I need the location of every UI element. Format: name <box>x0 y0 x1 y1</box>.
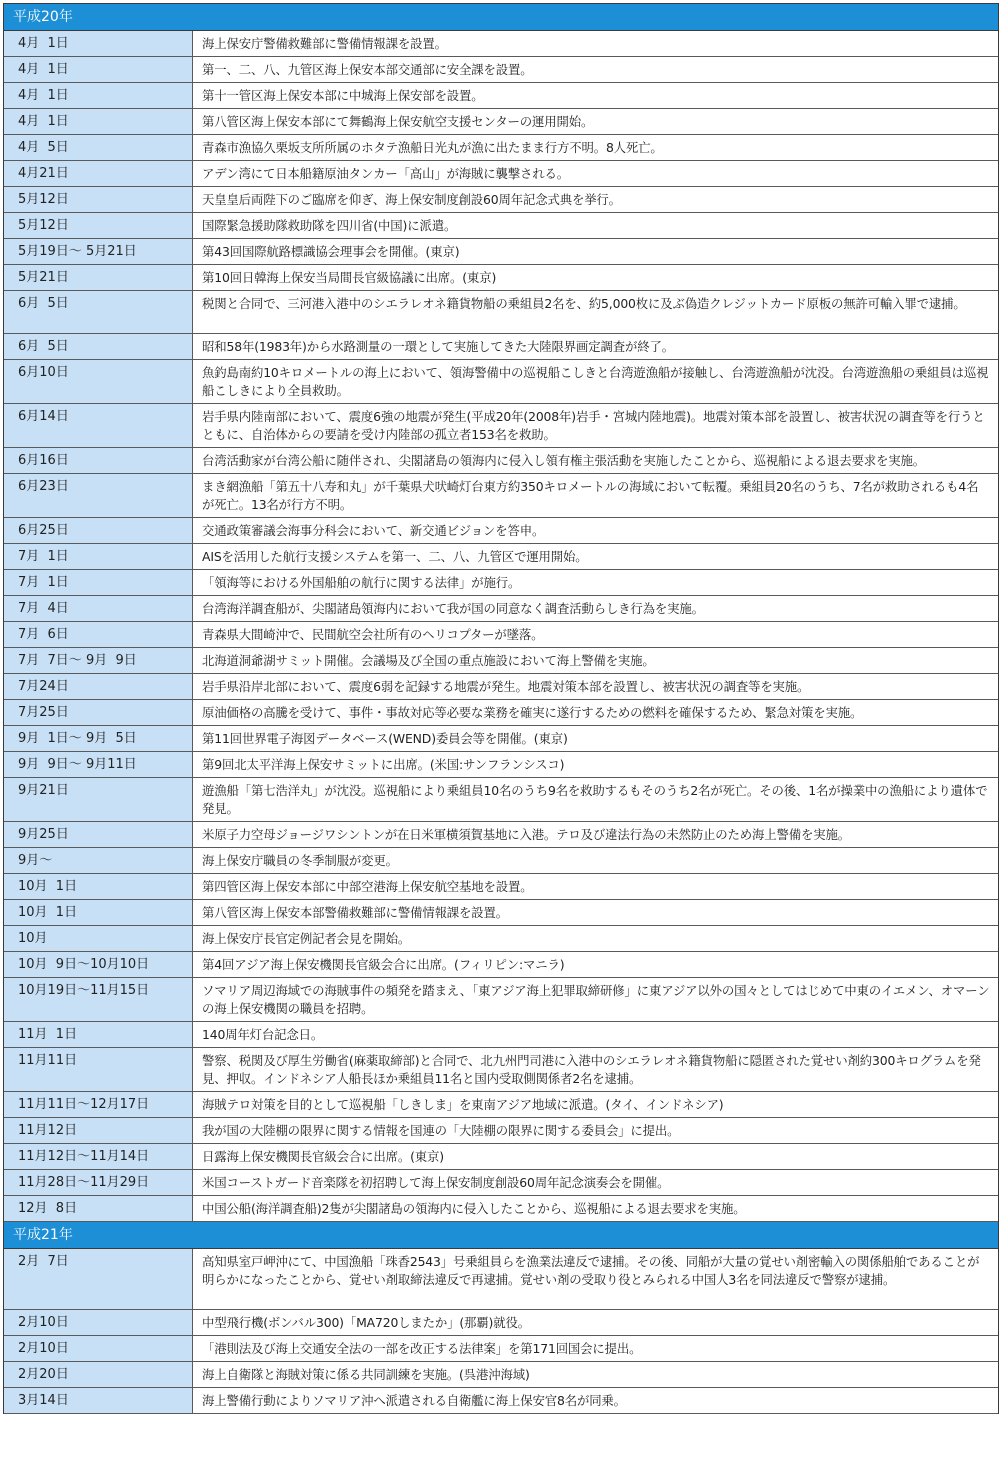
table-row <box>4 874 998 900</box>
date-cell: 4月 5日 <box>4 135 193 160</box>
date-cell: 6月 5日 <box>4 334 193 359</box>
date-cell: 5月12日 <box>4 213 193 238</box>
year-header: 平成21年 <box>4 1222 998 1249</box>
date-cell: 4月 1日 <box>4 109 193 134</box>
event-cell: AISを活用した航行支援システムを第一、二、八、九管区で運用開始。 <box>193 544 998 569</box>
date-cell: 3月14日 <box>4 1388 193 1413</box>
table-row <box>4 1170 998 1196</box>
date-cell: 11月12日 <box>4 1118 193 1143</box>
date-cell: 2月 7日 <box>4 1249 193 1309</box>
date-cell: 10月19日～11月15日 <box>4 978 193 1021</box>
event-cell: 台湾活動家が台湾公船に随伴され、尖閣諸島の領海内に侵入し領有権主張活動を実施したことから、巡視船による退去要求を実施。 <box>193 448 998 473</box>
event-cell: 海上保安庁職員の冬季制服が変更。 <box>193 848 998 873</box>
event-cell: 遊漁船「第七浩洋丸」が沈没。巡視船により乗組員10名のうち9名を救助するもそのうち2名が死亡。その後、1名が操業中の漁船により遺体で発見。 <box>193 778 998 821</box>
table-row <box>4 31 998 57</box>
table-row <box>4 57 998 83</box>
table-row <box>4 1196 998 1222</box>
date-cell: 9月25日 <box>4 822 193 847</box>
event-cell: 第一、二、八、九管区海上保安本部交通部に安全課を設置。 <box>193 57 998 82</box>
table-row <box>4 135 998 161</box>
date-cell: 2月20日 <box>4 1362 193 1387</box>
event-cell: 台湾海洋調査船が、尖閣諸島領海内において我が国の同意なく調査活動らしき行為を実施。 <box>193 596 998 621</box>
table-row <box>4 213 998 239</box>
date-cell: 4月 1日 <box>4 31 193 56</box>
date-cell: 10月 <box>4 926 193 951</box>
table-row <box>4 570 998 596</box>
table-row <box>4 1118 998 1144</box>
event-cell: 「港則法及び海上交通安全法の一部を改正する法律案」を第171回国会に提出。 <box>193 1336 998 1361</box>
date-cell: 10月 1日 <box>4 900 193 925</box>
table-row <box>4 83 998 109</box>
date-cell: 7月 1日 <box>4 544 193 569</box>
date-cell: 10月 9日～10月10日 <box>4 952 193 977</box>
table-row <box>4 1048 998 1092</box>
table-row <box>4 726 998 752</box>
date-cell: 6月14日 <box>4 404 193 447</box>
table-row <box>4 1022 998 1048</box>
table-row <box>4 952 998 978</box>
date-cell: 2月10日 <box>4 1310 193 1335</box>
date-cell: 5月19日～ 5月21日 <box>4 239 193 264</box>
event-cell: 第八管区海上保安本部にて舞鶴海上保安航空支援センターの運用開始。 <box>193 109 998 134</box>
table-row <box>4 544 998 570</box>
event-cell: 海上警備行動によりソマリア沖へ派遣される自衛艦に海上保安官8名が同乗。 <box>193 1388 998 1413</box>
event-cell: 警察、税関及び厚生労働省(麻薬取締部)と合同で、北九州門司港に入港中のシエラレオネ籍貨物船に隠匿された覚せい剤約300キログラムを発見、押収。インドネシア人船長ほか乗組員11名と国内受取側関係者2名を逮捕。 <box>193 1048 998 1091</box>
event-cell: 青森県大間崎沖で、民間航空会社所有のヘリコプターが墜落。 <box>193 622 998 647</box>
event-cell: 高知県室戸岬沖にて、中国漁船「珠香2543」号乗組員らを漁業法違反で逮捕。その後、同船が大量の覚せい剤密輸入の関係船舶であることが明らかになったことから、覚せい剤取締法違反で再逮捕。覚せい剤の受取り役とみられる中国人3名を同法違反で警察が逮捕。 <box>193 1249 998 1309</box>
event-cell: 昭和58年(1983年)から水路測量の一環として実施してきた大陸限界画定調査が終了。 <box>193 334 998 359</box>
date-cell: 7月 6日 <box>4 622 193 647</box>
table-row <box>4 360 998 404</box>
table-row <box>4 109 998 135</box>
event-cell: 第9回北太平洋海上保安サミットに出席。(米国:サンフランシスコ) <box>193 752 998 777</box>
event-cell: 岩手県沿岸北部において、震度6弱を記録する地震が発生。地震対策本部を設置し、被害状況の調査等を実施。 <box>193 674 998 699</box>
table-row <box>4 752 998 778</box>
event-cell: 原油価格の高騰を受けて、事件・事故対応等必要な業務を確実に遂行するための燃料を確保するため、緊急対策を実施。 <box>193 700 998 725</box>
table-row <box>4 448 998 474</box>
event-cell: 海上自衛隊と海賊対策に係る共同訓練を実施。(呉港沖海域) <box>193 1362 998 1387</box>
date-cell: 4月21日 <box>4 161 193 186</box>
event-cell: 日露海上保安機関長官級会合に出席。(東京) <box>193 1144 998 1169</box>
table-row <box>4 1310 998 1336</box>
event-cell: 第43回国際航路標識協会理事会を開催。(東京) <box>193 239 998 264</box>
table-row <box>4 291 998 334</box>
date-cell: 7月24日 <box>4 674 193 699</box>
event-cell: 140周年灯台記念日。 <box>193 1022 998 1047</box>
table-row <box>4 265 998 291</box>
event-cell: 第十一管区海上保安本部に中城海上保安部を設置。 <box>193 83 998 108</box>
event-cell: 天皇皇后両陛下のご臨席を仰ぎ、海上保安制度創設60周年記念式典を挙行。 <box>193 187 998 212</box>
date-cell: 4月 1日 <box>4 57 193 82</box>
year-header: 平成20年 <box>4 4 998 31</box>
date-cell: 11月11日～12月17日 <box>4 1092 193 1117</box>
event-cell: 国際緊急援助隊救助隊を四川省(中国)に派遣。 <box>193 213 998 238</box>
date-cell: 7月 1日 <box>4 570 193 595</box>
event-cell: 中国公船(海洋調査船)2隻が尖閣諸島の領海内に侵入したことから、巡視船による退去要求を実施。 <box>193 1196 998 1221</box>
event-cell: 中型飛行機(ボンバル300)「MA720しまたか」(那覇)就役。 <box>193 1310 998 1335</box>
table-row <box>4 978 998 1022</box>
date-cell: 5月21日 <box>4 265 193 290</box>
date-cell: 7月25日 <box>4 700 193 725</box>
date-cell: 4月 1日 <box>4 83 193 108</box>
table-row <box>4 674 998 700</box>
table-row <box>4 1336 998 1362</box>
date-cell: 6月16日 <box>4 448 193 473</box>
table-row <box>4 700 998 726</box>
table-row <box>4 518 998 544</box>
event-cell: 我が国の大陸棚の限界に関する情報を国連の「大陸棚の限界に関する委員会」に提出。 <box>193 1118 998 1143</box>
date-cell: 6月25日 <box>4 518 193 543</box>
event-cell: 交通政策審議会海事分科会において、新交通ビジョンを答申。 <box>193 518 998 543</box>
table-row <box>4 622 998 648</box>
date-cell: 12月 8日 <box>4 1196 193 1221</box>
date-cell: 11月12日～11月14日 <box>4 1144 193 1169</box>
table-row <box>4 848 998 874</box>
event-cell: 海上保安庁警備救難部に警備情報課を設置。 <box>193 31 998 56</box>
event-cell: まき網漁船「第五十八寿和丸」が千葉県犬吠崎灯台東方約350キロメートルの海域において転覆。乗組員20名のうち、7名が救助されるも4名が死亡。13名が行方不明。 <box>193 474 998 517</box>
event-cell: 海賊テロ対策を目的として巡視船「しきしま」を東南アジア地域に派遣。(タイ、インドネシア) <box>193 1092 998 1117</box>
date-cell: 11月11日 <box>4 1048 193 1091</box>
event-cell: 米国コーストガード音楽隊を初招聘して海上保安制度創設60周年記念演奏会を開催。 <box>193 1170 998 1195</box>
table-row <box>4 1092 998 1118</box>
date-cell: 11月 1日 <box>4 1022 193 1047</box>
event-cell: 第4回アジア海上保安機関長官級会合に出席。(フィリピン:マニラ) <box>193 952 998 977</box>
event-cell: 岩手県内陸南部において、震度6強の地震が発生(平成20年(2008年)岩手・宮城内陸地震)。地震対策本部を設置し、被害状況の調査等を行うとともに、自治体からの要請を受け内陸部の孤立者153名を救助。 <box>193 404 998 447</box>
table-row <box>4 648 998 674</box>
event-cell: 第11回世界電子海図データベース(WEND)委員会等を開催。(東京) <box>193 726 998 751</box>
date-cell: 6月10日 <box>4 360 193 403</box>
table-row <box>4 1144 998 1170</box>
date-cell: 6月 5日 <box>4 291 193 333</box>
table-row <box>4 822 998 848</box>
date-cell: 7月 7日～ 9月 9日 <box>4 648 193 673</box>
event-cell: 魚釣島南約10キロメートルの海上において、領海警備中の巡視船こしきと台湾遊漁船が接触し、台湾遊漁船が沈没。台湾遊漁船の乗組員は巡視船こしきにより全員救助。 <box>193 360 998 403</box>
table-row <box>4 596 998 622</box>
date-cell: 11月28日～11月29日 <box>4 1170 193 1195</box>
table-row <box>4 474 998 518</box>
event-cell: アデン湾にて日本船籍原油タンカー「高山」が海賊に襲撃される。 <box>193 161 998 186</box>
date-cell: 2月10日 <box>4 1336 193 1361</box>
date-cell: 9月 9日～ 9月11日 <box>4 752 193 777</box>
event-cell: 海上保安庁長官定例記者会見を開始。 <box>193 926 998 951</box>
event-cell: 第四管区海上保安本部に中部空港海上保安航空基地を設置。 <box>193 874 998 899</box>
date-cell: 5月12日 <box>4 187 193 212</box>
table-row <box>4 1388 998 1414</box>
event-cell: 「領海等における外国船舶の航行に関する法律」が施行。 <box>193 570 998 595</box>
event-cell: 第八管区海上保安本部警備救難部に警備情報課を設置。 <box>193 900 998 925</box>
date-cell: 9月 1日～ 9月 5日 <box>4 726 193 751</box>
table-row <box>4 900 998 926</box>
table-row <box>4 778 998 822</box>
table-row <box>4 187 998 213</box>
event-cell: 青森市漁協久栗坂支所所属のホタテ漁船日光丸が漁に出たまま行方不明。8人死亡。 <box>193 135 998 160</box>
event-cell: ソマリア周辺海域での海賊事件の頻発を踏まえ、「東アジア海上犯罪取締研修」に東アジア以外の国々としてはじめて中東のイエメン、オマーンの海上保安機関の職員を招聘。 <box>193 978 998 1021</box>
table-row <box>4 161 998 187</box>
table-row <box>4 1249 998 1310</box>
table-row <box>4 334 998 360</box>
chronology-table <box>3 3 999 1414</box>
date-cell: 9月21日 <box>4 778 193 821</box>
event-cell: 第10回日韓海上保安当局間長官級協議に出席。(東京) <box>193 265 998 290</box>
date-cell: 10月 1日 <box>4 874 193 899</box>
event-cell: 北海道洞爺湖サミット開催。会議場及び全国の重点施設において海上警備を実施。 <box>193 648 998 673</box>
date-cell: 7月 4日 <box>4 596 193 621</box>
table-row <box>4 926 998 952</box>
date-cell: 6月23日 <box>4 474 193 517</box>
event-cell: 税関と合同で、三河港入港中のシエラレオネ籍貨物船の乗組員2名を、約5,000枚に及ぶ偽造クレジットカード原板の無許可輸入罪で逮捕。 <box>193 291 998 333</box>
table-row <box>4 239 998 265</box>
date-cell: 9月～ <box>4 848 193 873</box>
event-cell: 米原子力空母ジョージワシントンが在日米軍横須賀基地に入港。テロ及び違法行為の未然防止のため海上警備を実施。 <box>193 822 998 847</box>
table-row <box>4 1362 998 1388</box>
table-row <box>4 404 998 448</box>
